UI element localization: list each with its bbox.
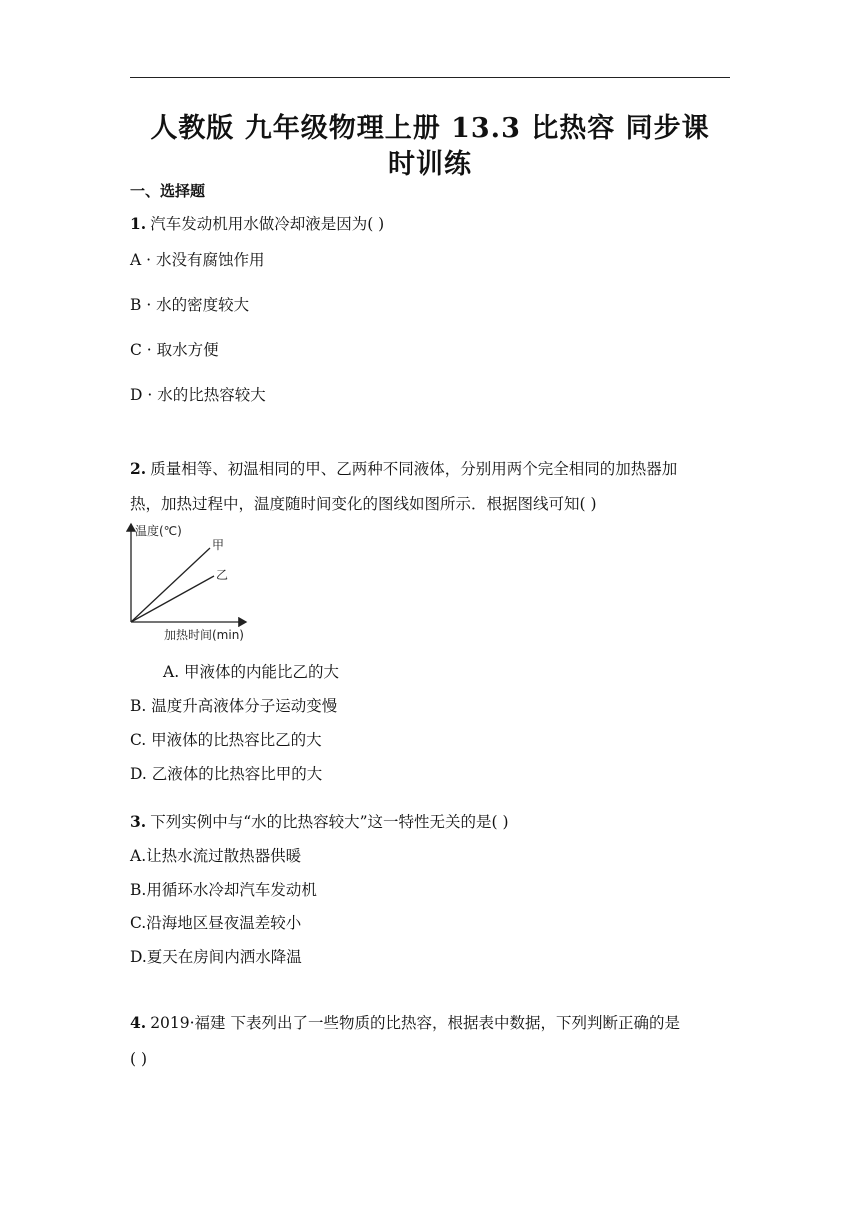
question-3-option-b: B.用循环水冷却汽车发动机 (130, 881, 317, 899)
question-1-stem (130, 212, 384, 234)
question-3-option-c: C.沿海地区昼夜温差较小 (130, 914, 302, 932)
graph-label-jia: 甲 (212, 538, 225, 552)
question-4-stem-line1 (130, 1011, 680, 1033)
question-3-text: 下列实例中与“水的比热容较大”这一特性无关的是( ) (150, 813, 509, 831)
question-1-number: 1. (130, 214, 147, 233)
temperature-time-graph (120, 520, 260, 648)
section-heading: 一、选择题 (130, 182, 206, 200)
question-1-option-d: D · 水的比热容较大 (130, 386, 266, 404)
question-3-option-a: A.让热水流过散热器供暖 (130, 847, 302, 865)
question-2-number: 2. (130, 459, 147, 478)
header-rule (130, 77, 730, 78)
graph-y-label: 温度(℃) (135, 524, 182, 538)
question-4-number: 4. (130, 1013, 147, 1032)
page-title-line1: 人教版 九年级物理上册 13.3 比热容 同步课 (150, 113, 710, 144)
graph-label-yi: 乙 (216, 568, 229, 582)
question-2-option-a: A. 甲液体的内能比乙的大 (163, 663, 340, 681)
question-1-option-c: C · 取水方便 (130, 341, 219, 359)
question-2-stem-line2: 热，加热过程中，温度随时间变化的图线如图所示．根据图线可知( ) (130, 495, 597, 513)
question-1-option-b: B · 水的密度较大 (130, 296, 250, 314)
question-1-text: 汽车发动机用水做冷却液是因为( ) (150, 215, 385, 233)
question-2-stem-line1 (130, 457, 677, 479)
question-3-number: 3. (130, 812, 147, 831)
question-4-stem-line2: ( ) (130, 1050, 148, 1068)
page-title-line2: 时训练 (388, 149, 472, 180)
graph-x-label: 加热时间(min) (164, 628, 244, 642)
question-4-text-line1: 2019·福建 下表列出了一些物质的比热容，根据表中数据，下列判断正确的是 (150, 1014, 680, 1032)
question-2-option-b: B. 温度升高液体分子运动变慢 (130, 697, 338, 715)
question-2-option-c: C. 甲液体的比热容比乙的大 (130, 731, 322, 749)
question-2-option-d: D. 乙液体的比热容比甲的大 (130, 765, 323, 783)
question-2-text-line1: 质量相等、初温相同的甲、乙两种不同液体，分别用两个完全相同的加热器加 (150, 460, 678, 478)
question-3-stem (130, 810, 509, 832)
question-1-option-a: A · 水没有腐蚀作用 (130, 251, 265, 269)
question-3-option-d: D.夏天在房间内洒水降温 (130, 948, 302, 966)
